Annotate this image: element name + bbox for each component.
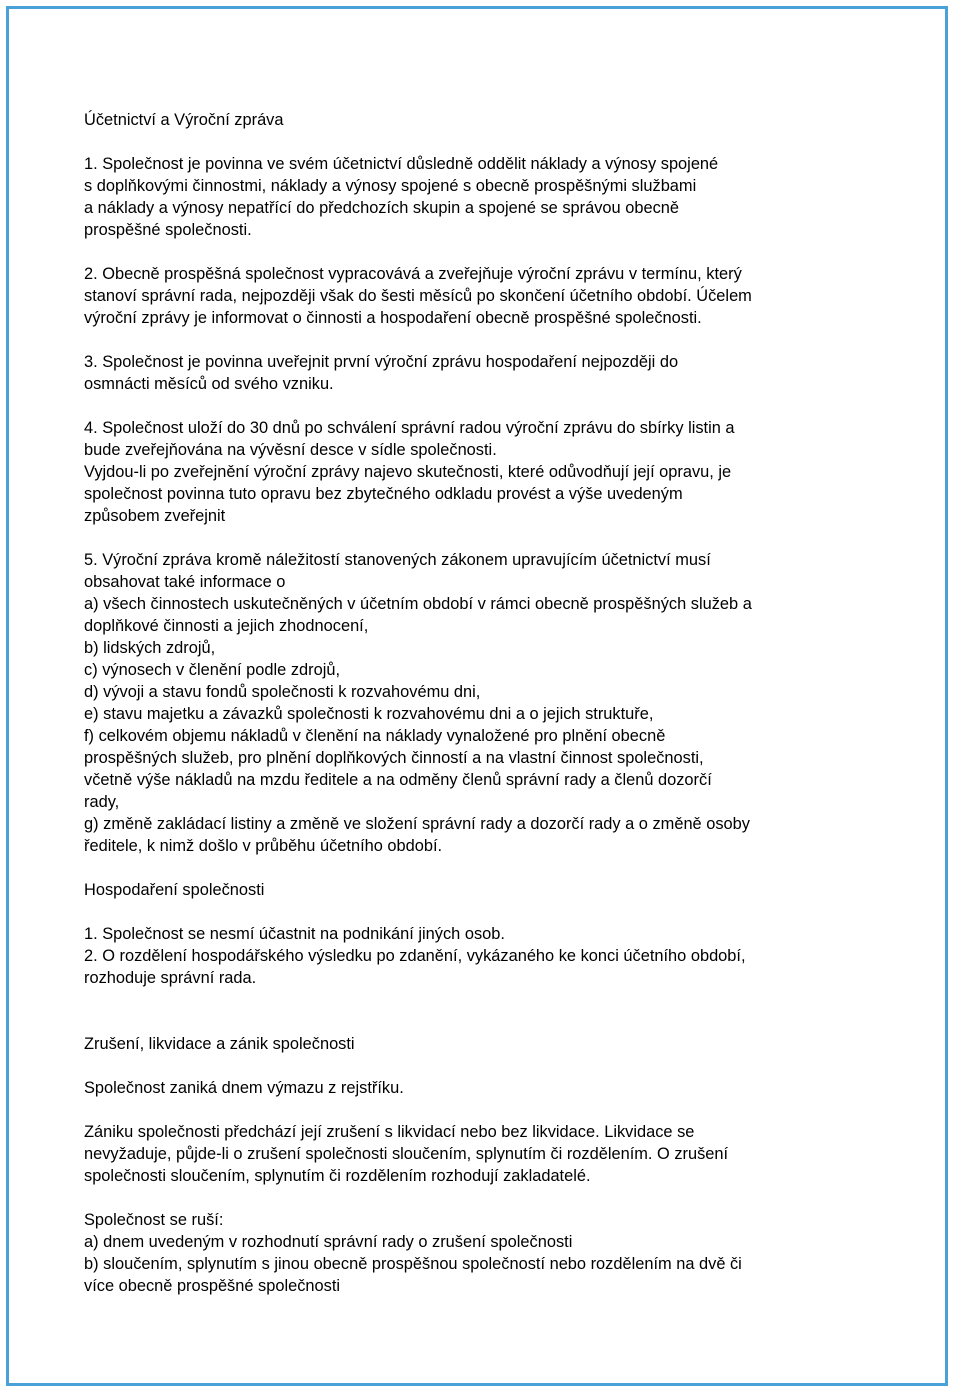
- document-body: [84, 109, 874, 1297]
- section-heading-zruseni: Zrušení, likvidace a zánik společnosti: [84, 1035, 355, 1053]
- paragraph-ucetnictvi-2: 2. Obecně prospěšná společnost vypracovává a zveřejňuje výroční zprávu v termínu, který stanoví správní rada, nejpozději však do šesti měsíců po skončení účetního období. Účelem výroční zprávy je informovat o činnosti a hospodaření obecně prospěšné společnosti.: [84, 265, 752, 327]
- paragraph-zruseni-2: Zániku společnosti předchází její zrušení s likvidací nebo bez likvidace. Likvidace se nevyžaduje, půjde-li o zrušení společnosti sloučením, splynutím či rozdělením. O zrušení společnosti sloučením, splynutím či rozdělením rozhodují zakladatelé.: [84, 1123, 729, 1185]
- section-heading-hospodareni: Hospodaření společnosti: [84, 881, 265, 899]
- paragraph-ucetnictvi-3: 3. Společnost je povinna uveřejnit první výroční zprávu hospodaření nejpozději do osmnácti měsíců od svého vzniku.: [84, 353, 679, 393]
- paragraph-ucetnictvi-4: 4. Společnost uloží do 30 dnů po schválení správní radou výroční zprávu do sbírky listin a bude zveřejňována na vývěsní desce v sídle společnosti. Vyjdou-li po zveřejnění výroční zprávy najevo skutečnosti, které odůvodňují její opravu, je společnost povinna tuto opravu bez zbytečného odkladu provést a výše uvedeným způsobem zveřejnit: [84, 419, 735, 525]
- paragraph-zruseni-3: Společnost se ruší: a) dnem uvedeným v rozhodnutí správní rady o zrušení společnosti b) sloučením, splynutím s jinou obecně prospěšnou společností nebo rozdělením na dvě či více obecně prospěšné společnosti: [84, 1211, 742, 1295]
- paragraph-ucetnictvi-1: 1. Společnost je povinna ve svém účetnictví důsledně oddělit náklady a výnosy spojené s doplňkovými činnostmi, náklady a výnosy spojené s obecně prospěšnými službami a náklady a výnosy nepatřící do předchozích skupin a spojené se správou obecně prospěšné společnosti.: [84, 155, 719, 239]
- paragraph-zruseni-1: Společnost zaniká dnem výmazu z rejstříku.: [84, 1079, 404, 1097]
- section-heading-ucetnictvi: Účetnictví a Výroční zpráva: [84, 111, 284, 129]
- paragraph-hospodareni: 1. Společnost se nesmí účastnit na podnikání jiných osob. 2. O rozdělení hospodářského výsledku po zdanění, vykázaného ke konci účetního období, rozhoduje správní rada.: [84, 925, 746, 987]
- paragraph-ucetnictvi-5: 5. Výroční zpráva kromě náležitostí stanovených zákonem upravujícím účetnictví musí obsahovat také informace o a) všech činnostech uskutečněných v účetním období v rámci obecně prospěšných služeb a doplňkové činnosti a jejich zhodnocení, b) lidských zdrojů, c) výnosech v členění podle zdrojů, d) vývoji a stavu fondů společnosti k rozvahovému dni, e) stavu majetku a závazků společnosti k rozvahovému dni a o jejich struktuře, f) celkovém objemu nákladů v členění na náklady vynaložené pro plnění obecně prospěšných služeb, pro plnění doplňkových činností a na vlastní činnost společnosti, včetně výše nákladů na mzdu ředitele a na odměny členů správní rady a členů dozorčí rady, g) změně zakládací listiny a změně ve složení správní rady a dozorčí rady a o změně osoby ředitele, k nimž došlo v průběhu účetního období.: [84, 551, 752, 855]
